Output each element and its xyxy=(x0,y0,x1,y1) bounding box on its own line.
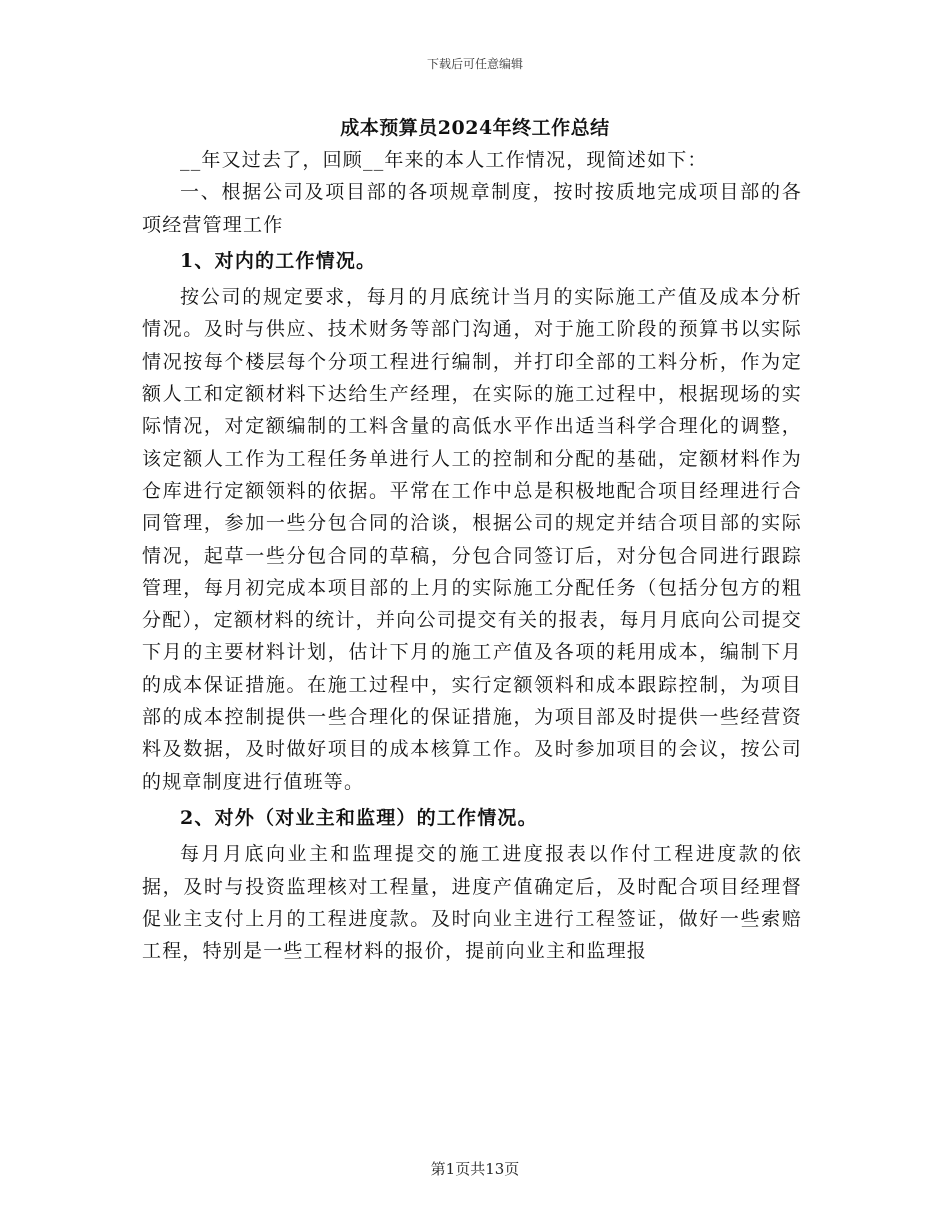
subsection-internal-heading: 1、对内的工作情况。 xyxy=(180,249,377,272)
intro-paragraph: __年又过去了，回顾__年来的本人工作情况，现简述如下： xyxy=(180,149,708,171)
subsection-external-heading: 2、对外（对业主和监理）的工作情况。 xyxy=(180,806,538,829)
document-title: 成本预算员2024年终工作总结 xyxy=(340,117,610,139)
internal-work-paragraph: 按公司的规定要求，每月的月底统计当月的实际施工产值及成本分析情况。及时与供应、技术财务等部门沟通，对于施工阶段的预算书以实际情况按每个楼层每个分项工程进行编制，并打印全部的工料分析，作为定额人工和定额材料下达给生产经理，在实际的施工过程中，根据现场的实际情况，对定额编制的工料含量的高低水平作出适当科学合理化的调整，该定额人工作为工程任务单进行人工的控制和分配的基础，定额材料作为仓库进行定额领料的依据。平常在工作中总是积极地配合项目经理进行合同管理，参加一些分包合同的洽谈，根据公司的规定并结合项目部的实际情况，起草一些分包合同的草稿，分包合同签订后，对分包合同进行跟踪管理，每月初完成本项目部的上月的实际施工分配任务（包括分包方的粗分配），定额材料的统计，并向公司提交有关的报表，每月月底向公司提交下月的主要材料计划，估计下月的施工产值及各项的耗用成本，编制下月的成本保证措施。在施工过程中，实行定额领料和成本跟踪控制，为项目部的成本控制提供一些合理化的保证措施，为项目部及时提供一些经营资料及数据，及时做好项目的成本核算工作。及时参加项目的会议，按公司的规章制度进行值班等。 xyxy=(142,286,802,793)
page-header-note: 下载后可任意编辑 xyxy=(426,57,523,71)
external-work-paragraph: 每月月底向业主和监理提交的施工进度报表以作付工程进度款的依据，及时与投资监理核对工程量，进度产值确定后，及时配合项目经理督促业主支付上月的工程进度款。及时向业主进行工程签证，做好一些索赔工程，特别是一些工程材料的报价，提前向业主和监理报 xyxy=(142,843,802,963)
section-one-heading: 一、根据公司及项目部的各项规章制度，按时按质地完成项目部的各项经营管理工作 xyxy=(142,181,802,236)
page-number: 第1页共13页 xyxy=(430,1160,520,1178)
document-body xyxy=(142,144,802,967)
